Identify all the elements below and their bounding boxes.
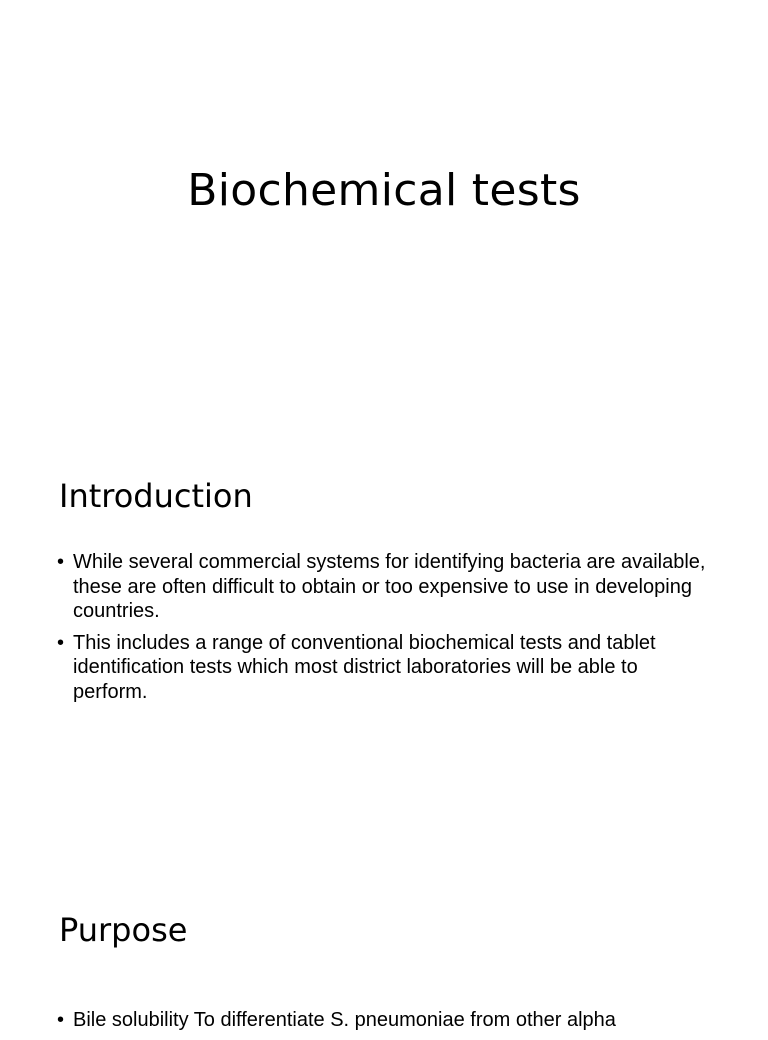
- bullet-text: While several commercial systems for identifying bacteria are available, these are often difficult to obtain or too expensive to use in developing countries.: [73, 551, 706, 622]
- bullet-text: Bile solubility To differentiate S. pneumoniae from other alpha: [73, 1009, 616, 1031]
- introduction-bullet-list: [57, 550, 717, 711]
- introduction-heading: Introduction: [59, 477, 253, 515]
- list-item: [57, 1008, 717, 1033]
- bullet-icon: •: [57, 631, 65, 654]
- bullet-text: This includes a range of conventional biochemical tests and tablet identification tests which most district laboratories will be able to perform.: [73, 631, 656, 703]
- bullet-icon: •: [57, 551, 65, 573]
- bullet-icon: •: [57, 1009, 65, 1031]
- slide-title: Biochemical tests: [187, 165, 581, 216]
- list-item: [57, 631, 717, 705]
- purpose-heading: Purpose: [59, 911, 188, 949]
- list-item: [57, 550, 717, 624]
